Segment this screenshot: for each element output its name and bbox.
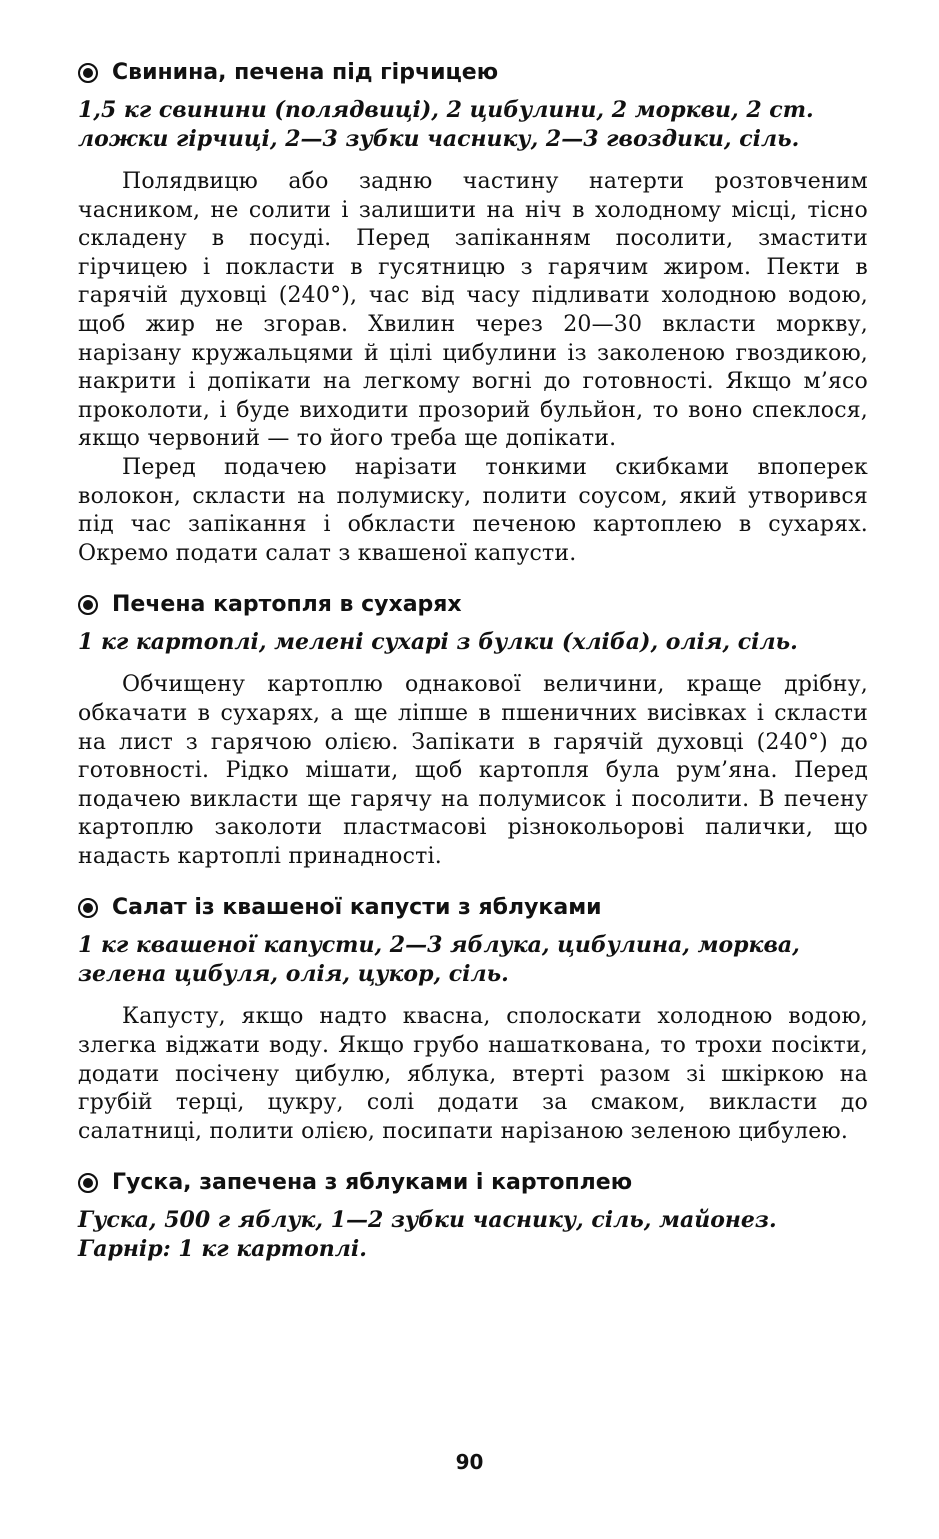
recipe-title <box>78 58 868 88</box>
recipe-title <box>78 590 868 620</box>
recipe-ingredients: 1 кг картоплі, мелені сухарі з булки (хліба), олія, сіль. <box>78 629 798 656</box>
recipe-paragraph: Полядвицю або задню частину натерти розтовченим часником, не солити і залишити на ніч в холодному місці, тісно складену в посуді. Перед запіканням посолити, змастити гірчицею і покласти в гусятницю з гарячим жиром. Пекти в гарячій духовці (240°), час від часу підливати холодною водою, щоб жир не згорав. Хвилин через 20—30 вкласти моркву, нарізану кружальцями й цілі цибулини із заколеною гвоздикою, накрити і допікати на легкому вогні до готовності. Якщо м’ясо проколоти, і буде виходити прозорий бульйон, то воно спеклося, якщо червоний — то його треба ще допікати. <box>78 169 868 452</box>
recipe-paragraph: Перед подачею нарізати тонкими скибками впоперек волокон, скласти на полумиску, полити соусом, який утворився під час запікання і обкласти печеною картоплею в сухарях. Окремо подати салат з квашеної капусти. <box>78 454 868 566</box>
recipe-goose <box>78 1168 868 1264</box>
recipe-paragraph: Обчищену картоплю однакової величини, краще дрібну, обкачати в сухарях, а ще ліпше в пшеничних висівках і скласти на лист з гарячою олією. Запікати в гарячій духовці (240°) до готовності. Рідко мішати, щоб картопля була рум’яна. Перед подачею викласти ще гарячу на полумисок і посолити. В печену картоплю заколоти пластмасові різнокольорові палички, що надасть картоплі принадності. <box>78 672 868 869</box>
recipe-ingredients: Гуска, 500 г яблук, 1—2 зубки часнику, сіль, майонез. Гарнір: 1 кг картоплі. <box>78 1207 777 1263</box>
bullet-icon <box>78 595 98 615</box>
recipe-title-text: Печена картопля в сухарях <box>112 592 462 618</box>
bullet-icon <box>78 898 98 918</box>
recipe-title-text: Свинина, печена під гірчицею <box>112 60 499 85</box>
recipe-pork <box>78 58 868 568</box>
recipe-title-text: Гуска, запечена з яблуками і картоплею <box>112 1170 633 1196</box>
page-number: 90 <box>455 1450 484 1474</box>
recipe-cabbage-salad <box>78 893 868 1146</box>
recipe-potatoes <box>78 590 868 871</box>
recipe-title <box>78 1168 868 1198</box>
book-page <box>78 58 868 1286</box>
recipe-ingredients: 1 кг квашеної капусти, 2—3 яблука, цибулина, морква, зелена цибуля, олія, цукор, сіль. <box>78 932 800 988</box>
recipe-ingredients: 1,5 кг свинини (полядвиці), 2 цибулини, 2 моркви, 2 ст. ложки гірчиці, 2—3 зубки часнику, 2—3 гвоздики, сіль. <box>78 97 814 152</box>
bullet-icon <box>78 63 98 83</box>
recipe-title <box>78 893 868 923</box>
bullet-icon <box>78 1173 98 1193</box>
recipe-paragraph: Капусту, якщо надто квасна, сполоскати холодною водою, злегка віджати воду. Якщо грубо нашаткована, то трохи посікти, додати посічену цибулю, яблука, втерті разом зі шкіркою на грубій терці, цукру, солі додати за смаком, викласти до салатниці, полити олією, посипати нарізаною зеленою цибулею. <box>78 1004 868 1144</box>
recipe-title-text: Салат із квашеної капусти з яблуками <box>112 895 602 921</box>
